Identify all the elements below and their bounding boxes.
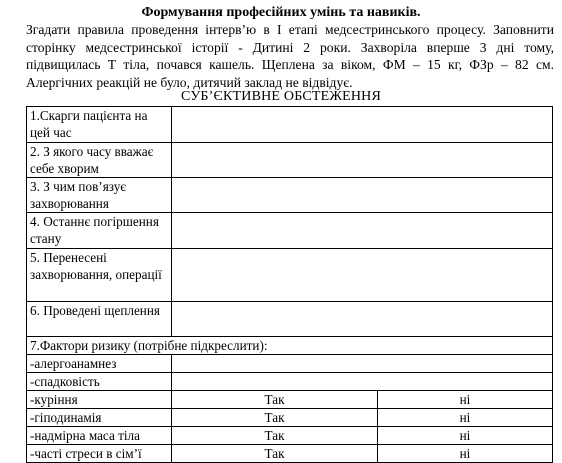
option-yes[interactable]: Так <box>172 445 378 462</box>
answer-cell[interactable] <box>172 249 553 302</box>
option-yes[interactable]: Так <box>172 409 378 426</box>
answer-cell[interactable] <box>172 302 553 337</box>
task-text: Згадати правила проведення інтерв’ю в І етапі медсестринського процесу. Заповнити сторінку медсестринської історії - Дитині 2 роки. Захворіла вперше 3 дні тому, підвищилась Т тіла, почався кашель. Щеплена за віком, ФМ – 15 кг, ФЗр – 82 см. Алергічних реакцій не було, дитячий заклад не відвідує. <box>26 22 554 90</box>
table-row <box>27 302 553 337</box>
risk-label: -надмірна маса тіла <box>27 427 172 445</box>
risk-row <box>27 427 553 445</box>
risk-row <box>27 445 553 463</box>
choice-cell <box>172 391 553 409</box>
risk-answer-cell[interactable] <box>172 355 553 373</box>
risk-label: -алергоанамнез <box>27 355 172 373</box>
risk-label: -часті стреси в сім’ї <box>27 445 172 463</box>
table-row <box>27 143 553 178</box>
section-title: СУБ’ЄКТИВНЕ ОБСТЕЖЕННЯ <box>180 89 382 104</box>
risk-label: -гіподинамія <box>27 409 172 427</box>
document-title: Формування професійних умінь та навиків. <box>141 5 421 20</box>
risk-answer-cell[interactable] <box>172 373 553 391</box>
row-label: 5. Перенесені захворювання, операції <box>27 249 172 302</box>
risk-label: -спадковість <box>27 373 172 391</box>
option-no[interactable]: ні <box>459 446 471 461</box>
risk-row <box>27 391 553 409</box>
table-row <box>27 213 553 249</box>
risk-label: -куріння <box>27 391 172 409</box>
table-row <box>27 178 553 213</box>
table-row <box>27 107 553 143</box>
option-yes[interactable]: Так <box>172 427 378 444</box>
risk-factors-header: 7.Фактори ризику (потрібне підкреслити): <box>27 337 553 355</box>
option-no[interactable]: ні <box>459 428 471 443</box>
risk-header-row <box>27 337 553 355</box>
row-label: 3. З чим пов’язує захворювання <box>27 178 172 213</box>
answer-cell[interactable] <box>172 143 553 178</box>
option-no[interactable]: ні <box>459 410 471 425</box>
row-label: 1.Скарги пацієнта на цей час <box>27 107 172 143</box>
answer-cell[interactable] <box>172 178 553 213</box>
risk-row <box>27 373 553 391</box>
task-description <box>26 21 554 91</box>
risk-row <box>27 355 553 373</box>
answer-cell[interactable] <box>172 213 553 249</box>
table-row <box>27 249 553 302</box>
row-label: 4. Останнє погіршення стану <box>27 213 172 249</box>
choice-cell <box>172 445 553 463</box>
row-label: 2. З якого часу вважає себе хворим <box>27 143 172 178</box>
option-no[interactable]: ні <box>459 392 471 407</box>
choice-cell <box>172 427 553 445</box>
row-label: 6. Проведені щеплення <box>27 302 172 337</box>
risk-row <box>27 409 553 427</box>
option-yes[interactable]: Так <box>172 391 378 408</box>
answer-cell[interactable] <box>172 107 553 143</box>
choice-cell <box>172 409 553 427</box>
subjective-exam-table <box>26 106 553 463</box>
